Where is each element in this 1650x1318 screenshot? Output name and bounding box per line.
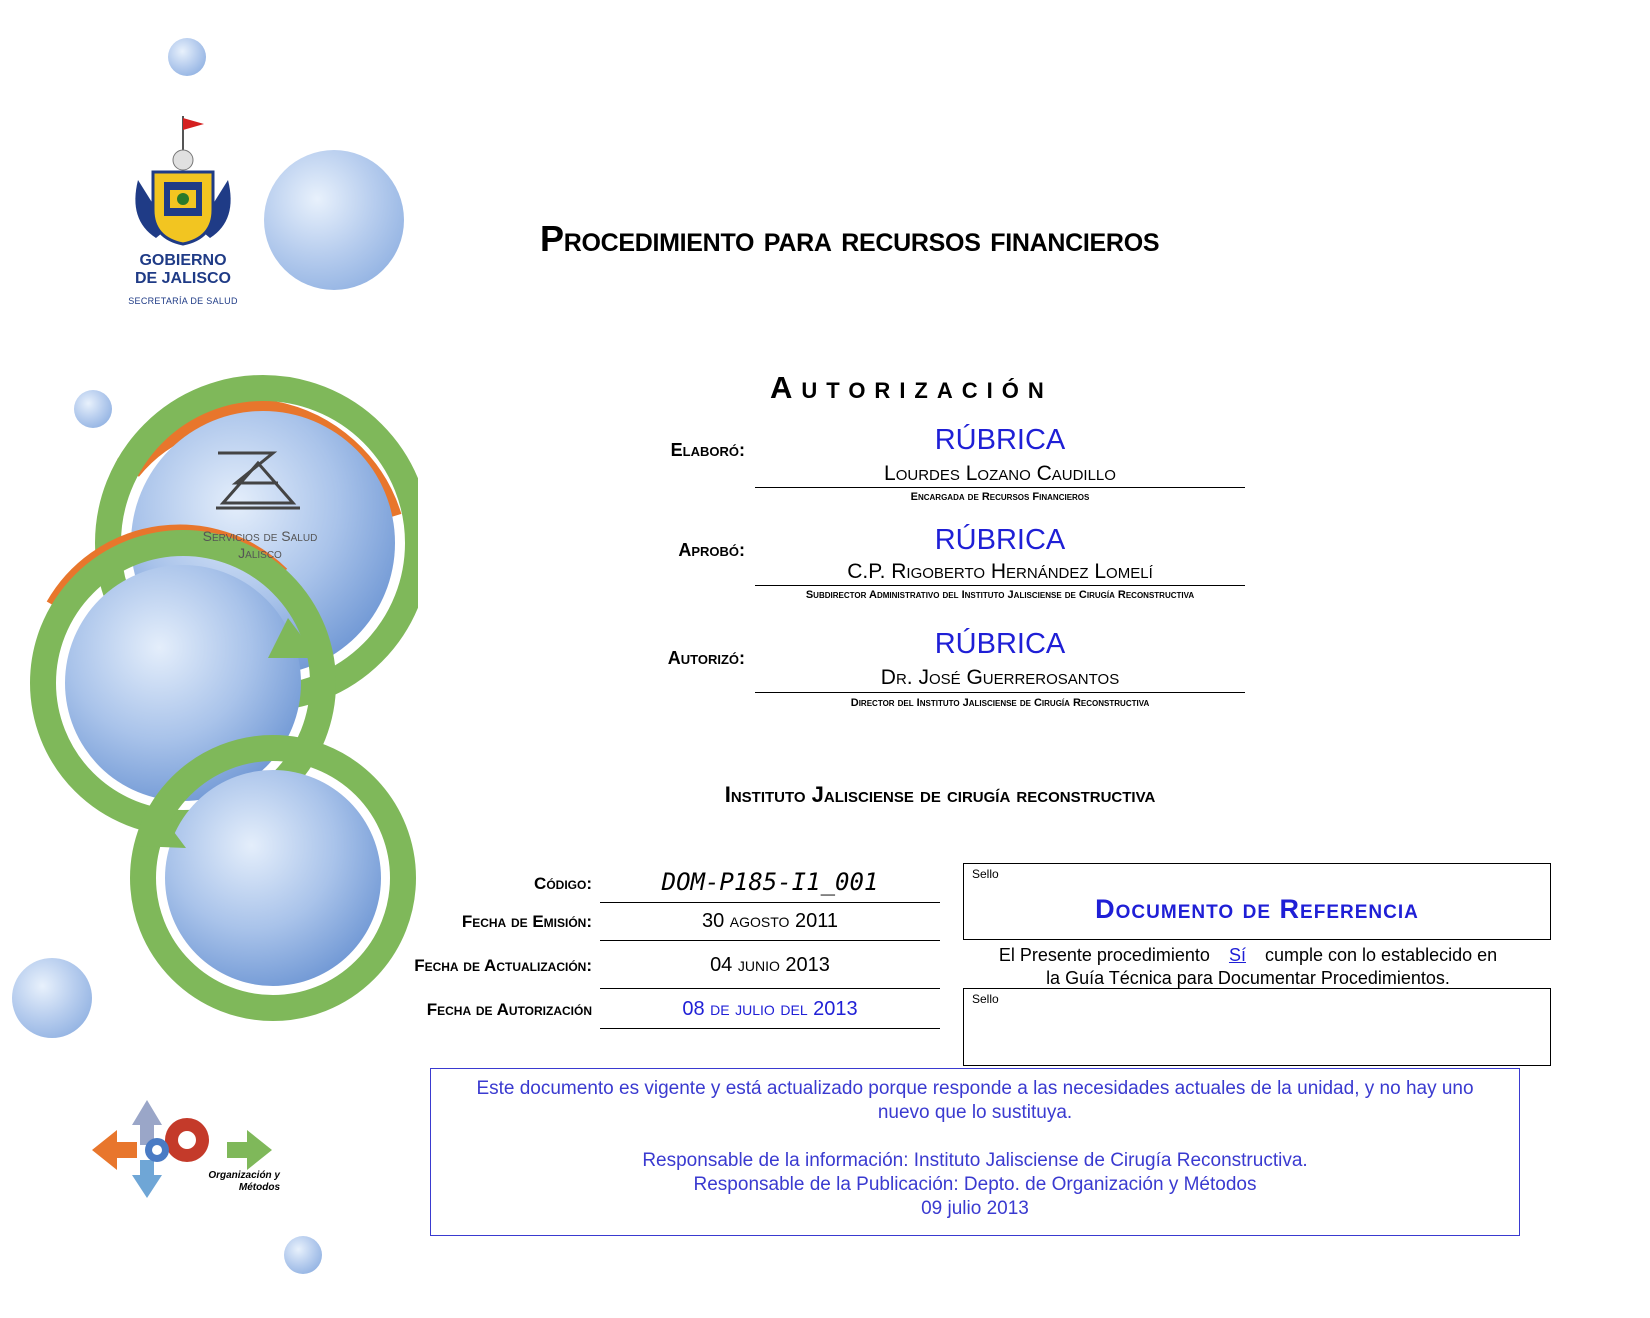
logo-subtitle: SECRETARÍA DE SALUD xyxy=(128,296,238,306)
sig-label-elaboro: Elaboró: xyxy=(670,440,745,460)
emision-label: Fecha de Emisión: xyxy=(461,912,592,931)
sello-stamp-box xyxy=(963,988,1551,1066)
meta-line xyxy=(600,940,940,941)
notice-line2: Responsable de la información: Instituto Jalisciense de Cirugía Reconstructiva. xyxy=(642,1150,1308,1171)
codigo-label: Código: xyxy=(534,874,592,893)
ssj-line2: Jalisco xyxy=(238,545,282,561)
validity-notice xyxy=(430,1068,1520,1236)
signature-line xyxy=(755,585,1245,586)
institution-name: Instituto Jalisciense de cirugía reconstructiva xyxy=(724,782,1156,807)
jalisco-coat-of-arms-icon xyxy=(118,110,248,250)
signature-line xyxy=(755,487,1245,488)
compliance-value: Sí xyxy=(1228,945,1246,965)
sello-label: Sello xyxy=(972,867,999,881)
sig-name: C.P. Rigoberto Hernández Lomelí xyxy=(847,560,1153,583)
sello-reference-box xyxy=(963,863,1551,940)
sig-name: Dr. José Guerrerosantos xyxy=(880,666,1120,689)
reference-title: Documento de Referencia xyxy=(1095,894,1419,924)
gobierno-jalisco-logo xyxy=(118,110,248,250)
emision-value: 30 agosto 2011 xyxy=(701,910,838,932)
sig-name: Lourdes Lozano Caudillo xyxy=(884,462,1116,485)
sig-role: Director del Instituto Jalisciense de Cirugía Reconstructiva xyxy=(850,697,1150,709)
ssj-logo-text xyxy=(170,528,350,562)
page-title: Procedimiento para recursos financieros xyxy=(540,218,1160,259)
meta-line xyxy=(600,902,940,903)
actualizacion-label: Fecha de Actualización: xyxy=(414,956,592,975)
sig-label-aprobo: Aprobó: xyxy=(678,540,745,560)
sig-role: Subdirector Administrativo del Instituto Jalisciense de Cirugía Reconstructiva xyxy=(805,589,1195,601)
meta-line xyxy=(600,1028,940,1029)
notice-line4: 09 julio 2013 xyxy=(921,1198,1029,1219)
decorative-bubble xyxy=(264,150,404,290)
sig-label-autorizo: Autorizó: xyxy=(667,648,745,668)
actualizacion-value: 04 junio 2013 xyxy=(710,954,830,976)
logo-line2: DE JALISCO xyxy=(134,270,231,287)
signature-line xyxy=(755,692,1245,693)
compliance-pre: El Presente procedimiento xyxy=(998,945,1210,965)
compliance-statement xyxy=(958,944,1538,990)
codigo-value: DOM-P185-I1_001 xyxy=(661,868,879,896)
om-line2: Métodos xyxy=(238,1182,280,1193)
authorization-title: Autorización xyxy=(770,370,1053,405)
compliance-post: cumple con lo establecido en xyxy=(1265,945,1498,965)
meta-line xyxy=(600,988,940,989)
decorative-bubble xyxy=(284,1236,322,1274)
notice-line3: Responsable de la Publicación: Depto. de Organización y Métodos xyxy=(693,1174,1257,1195)
sig-role: Encargada de Recursos Financieros xyxy=(910,491,1090,503)
sig-rubrica: RÚBRICA xyxy=(934,628,1066,660)
sig-rubrica: RÚBRICA xyxy=(934,424,1066,456)
sello-label: Sello xyxy=(972,992,999,1006)
compliance-line2: la Guía Técnica para Documentar Procedimientos. xyxy=(1046,968,1450,988)
autorizacion-label: Fecha de Autorización xyxy=(426,1000,592,1019)
logo-line1: GOBIERNO xyxy=(139,252,227,269)
notice-line1: Este documento es vigente y está actualizado porque responde a las necesidades actuales de la unidad, y no hay uno nuevo que lo sustituya. xyxy=(476,1078,1474,1123)
gobierno-jalisco-text xyxy=(118,252,248,288)
om-logo-text xyxy=(170,1170,280,1194)
autorizacion-value: 08 de julio del 2013 xyxy=(682,998,858,1020)
decorative-bubble xyxy=(168,38,206,76)
sig-rubrica: RÚBRICA xyxy=(934,524,1066,556)
ssj-line1: Servicios de Salud xyxy=(202,528,318,544)
om-line1: Organización y xyxy=(208,1170,280,1181)
